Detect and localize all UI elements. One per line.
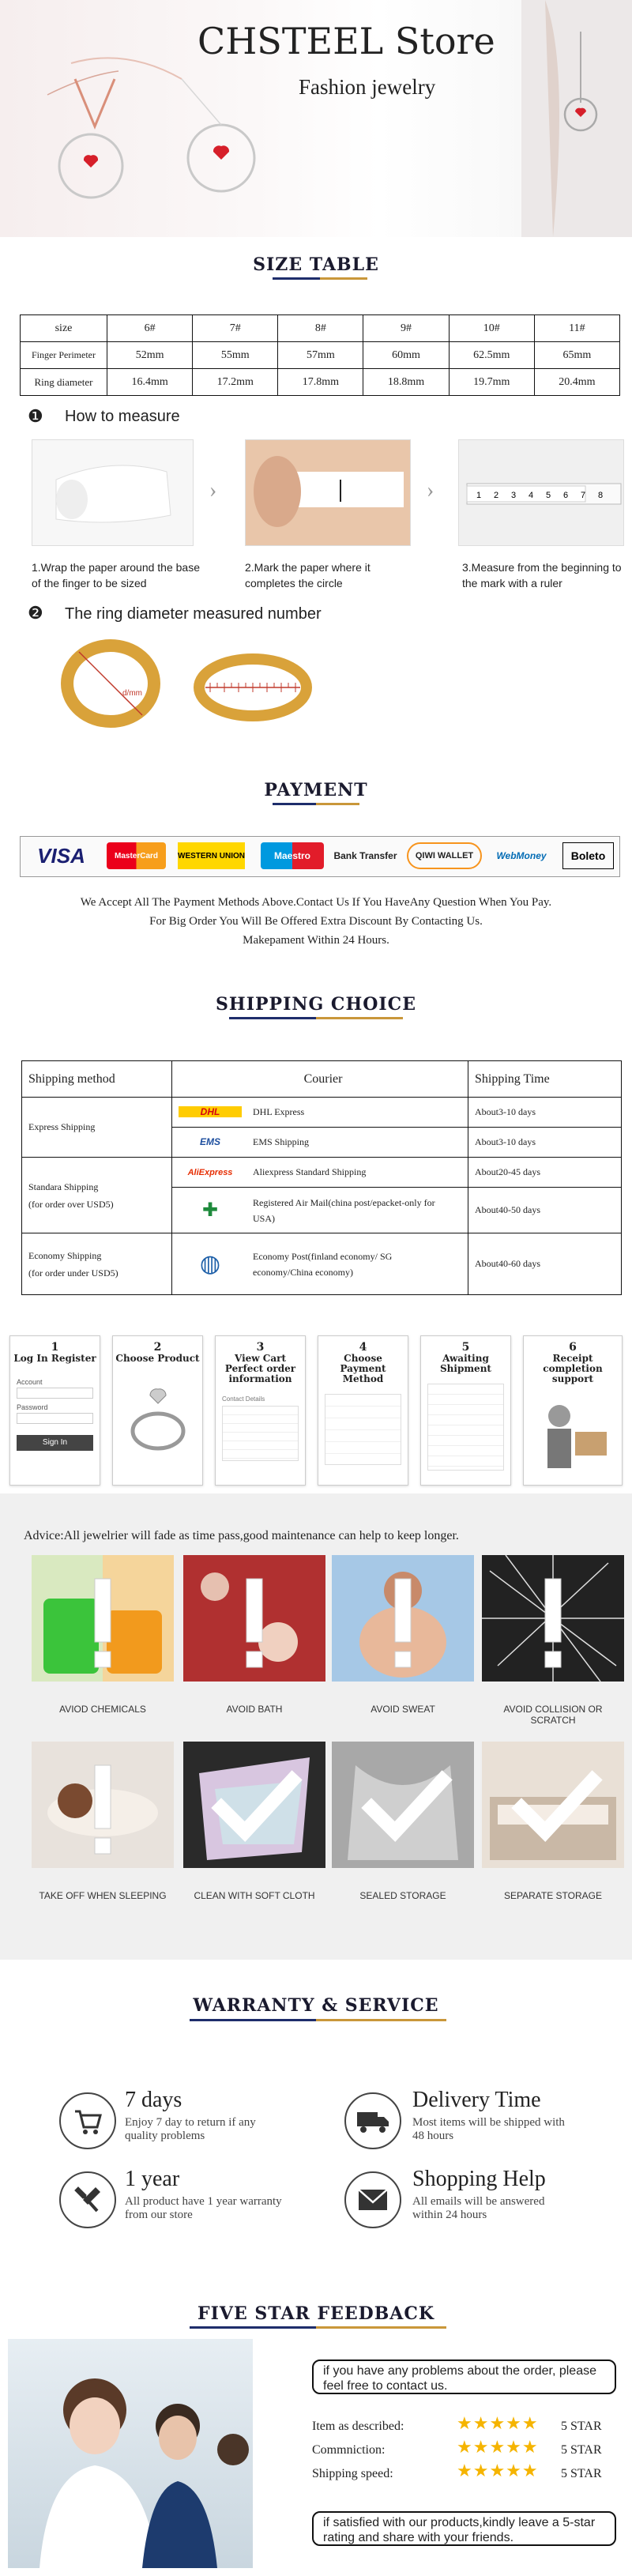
table-row: Economy Shipping (for order under USD5) ◍ Economy Post(finland economy/ SG economy/China economy) About40-60 days xyxy=(22,1233,622,1295)
ruler-photo xyxy=(458,439,624,546)
ruler-number: 1 xyxy=(476,491,482,500)
feedback-row: Commniction: xyxy=(312,2443,386,2457)
table-row: EMS EMS Shipping About3-10 days xyxy=(22,1128,622,1158)
warranty-desc: All product have 1 year warranty from our store xyxy=(125,2195,282,2221)
sealed-storage-photo xyxy=(332,1742,474,1868)
warranty-desc: All emails will be answered within 24 hours xyxy=(412,2195,545,2221)
care-label: TAKE OFF WHEN SLEEPING xyxy=(39,1890,167,1901)
size-table-title: SIZE TABLE xyxy=(253,254,379,275)
ruler-number: 7 xyxy=(581,491,586,500)
warranty-heading: Shopping Help xyxy=(412,2167,546,2191)
ring-photo-angle xyxy=(47,632,174,735)
warranty-heading: 1 year xyxy=(125,2167,180,2191)
process-step-payment: 4 Choose Payment Method xyxy=(318,1335,408,1486)
star-rating: ★★★★★ xyxy=(457,2437,539,2457)
star-rating: ★★★★★ xyxy=(457,2413,539,2433)
process-step-shipment: 5 Awaiting Shipment xyxy=(420,1335,511,1486)
care-label: AVOID BATH xyxy=(226,1704,283,1715)
ruler-number: 8 xyxy=(598,491,604,500)
truck-icon xyxy=(344,2092,401,2149)
visa-logo: VISA xyxy=(37,843,85,868)
sweat-photo xyxy=(332,1555,474,1682)
step-two-badge: ❷ xyxy=(28,603,43,623)
table-row: ✚ Registered Air Mail(china post/epacket-only for USA) About40-50 days xyxy=(22,1188,622,1233)
title-underline xyxy=(190,2019,316,2021)
payment-note: We Accept All The Payment Methods Above.Contact Us If You HaveAny Question When You Pay. For Big Order You Will Be Offered Extra Discount By Contacting Us. Makepament Within 24 Hours. xyxy=(80,896,552,947)
mark-paper-photo xyxy=(245,439,411,546)
ems-logo: EMS xyxy=(199,1136,220,1147)
shipping-table xyxy=(21,1060,622,1295)
process-step-receipt: 6 Receipt completion support xyxy=(523,1335,623,1486)
qiwi-logo: QIWI WALLET xyxy=(407,842,482,869)
order-form-icon xyxy=(222,1406,299,1461)
aliexpress-logo: AliExpress xyxy=(187,1168,233,1177)
boleto-logo: Boleto xyxy=(562,842,614,869)
ruler-number: 4 xyxy=(529,491,534,500)
mastercard-logo: MasterCard xyxy=(107,842,166,869)
shipment-document-icon xyxy=(427,1384,504,1471)
step-caption: 1.Wrap the paper around the base of the finger to be sized xyxy=(32,561,201,589)
wrap-paper-photo xyxy=(32,439,194,546)
table-row: Finger Perimeter 52mm 55mm 57mm 60mm 62.5mm 65mm xyxy=(21,342,620,369)
title-underline xyxy=(229,1017,316,1019)
warranty-title: WARRANTY & SERVICE xyxy=(193,1995,439,2016)
care-label: AVOID SWEAT xyxy=(371,1704,435,1715)
how-to-measure-heading: How to measure xyxy=(65,408,180,425)
ruler-number: 3 xyxy=(511,491,517,500)
support-agents-photo xyxy=(8,2339,253,2568)
password-field xyxy=(17,1413,93,1424)
step-one-badge: ❶ xyxy=(28,406,43,426)
bath-photo xyxy=(183,1555,325,1682)
maestro-logo: Maestro xyxy=(261,842,324,869)
feedback-row: Item as described: xyxy=(312,2420,404,2433)
payment-form-icon xyxy=(325,1394,401,1465)
title-underline xyxy=(316,803,359,805)
envelope-icon xyxy=(344,2171,401,2228)
process-step-product: 2 Choose Product xyxy=(112,1335,203,1486)
tools-icon xyxy=(59,2171,116,2228)
care-label: CLEAN WITH SOFT CLOTH xyxy=(194,1890,315,1901)
dhl-logo: DHL xyxy=(179,1106,242,1117)
ring-diameter-heading: The ring diameter measured number xyxy=(65,605,322,623)
warranty-heading: 7 days xyxy=(125,2088,182,2112)
scratch-photo xyxy=(482,1555,624,1682)
care-label: SEPARATE STORAGE xyxy=(503,1890,603,1901)
title-underline xyxy=(316,2326,446,2329)
care-advice: Advice:All jewelrier will fade as time pass,good maintenance can help to keep longer. xyxy=(24,1529,459,1542)
ring-photo-flat xyxy=(190,648,316,727)
table-row: Ring diameter 16.4mm 17.2mm 17.8mm 18.8mm 19.7mm 20.4mm xyxy=(21,369,620,396)
ruler-number: 2 xyxy=(494,491,499,500)
process-step-login: 1 Log In Register Account Password Sign In xyxy=(9,1335,100,1486)
diameter-label: d/mm xyxy=(122,689,142,698)
size-table xyxy=(20,314,620,396)
title-underline xyxy=(273,277,320,280)
cloth-photo xyxy=(183,1742,325,1868)
title-underline xyxy=(320,277,367,280)
account-field xyxy=(17,1388,93,1399)
shipping-title: SHIPPING CHOICE xyxy=(216,994,416,1015)
bank-transfer-logo: Bank Transfer xyxy=(333,850,397,861)
rating-request-box: if satisfied with our products,kindly leave a 5-star rating and share with your friends. xyxy=(312,2511,616,2546)
step-caption: 2.Mark the paper where it completes the circle xyxy=(245,561,371,589)
title-underline xyxy=(273,803,316,805)
title-underline xyxy=(190,2326,316,2329)
warranty-heading: Delivery Time xyxy=(412,2088,541,2112)
china-post-icon: ✚ xyxy=(201,1200,219,1221)
ring-icon xyxy=(113,1364,204,1467)
separate-storage-photo xyxy=(482,1742,624,1868)
feedback-row: Shipping speed: xyxy=(312,2467,393,2480)
contact-note-box: if you have any problems about the order, please feel free to contact us. xyxy=(312,2359,616,2394)
care-label: AVIOD CHEMICALS xyxy=(59,1704,146,1715)
feedback-title: FIVE STAR FEEDBACK xyxy=(197,2303,434,2324)
title-underline xyxy=(316,1017,403,1019)
cart-icon xyxy=(59,2092,116,2149)
title-underline xyxy=(316,2019,446,2021)
table-row: Standara Shipping (for order over USD5) AliExpress Aliexpress Standard Shipping About20-45 days xyxy=(22,1158,622,1188)
ruler-number: 6 xyxy=(563,491,569,500)
table-row: Express Shipping DHL DHL Express About3-10 days xyxy=(22,1098,622,1128)
ruler-number: 5 xyxy=(546,491,551,500)
sign-in-button: Sign In xyxy=(17,1435,93,1451)
care-label: AVOID COLLISION OR SCRATCH xyxy=(503,1704,603,1726)
sleeping-photo xyxy=(32,1742,174,1868)
step-caption: 3.Measure from the beginning to the mark with a ruler xyxy=(462,561,622,589)
table-row: size 6# 7# 8# 9# 10# 11# xyxy=(21,315,620,342)
care-label: SEALED STORAGE xyxy=(359,1890,446,1901)
warranty-desc: Most items will be shipped with 48 hours xyxy=(412,2116,565,2142)
webmoney-logo: WebMoney xyxy=(496,850,547,861)
western-union-logo: WESTERN UNION xyxy=(178,842,245,869)
arrow-right-icon: › xyxy=(209,478,217,503)
store-name: CHSTEEL Store xyxy=(198,20,495,62)
warranty-desc: Enjoy 7 day to return if any quality problems xyxy=(125,2116,256,2142)
payment-title: PAYMENT xyxy=(264,780,368,800)
chemicals-photo xyxy=(32,1555,174,1682)
table-row: Shipping method Courier Shipping Time xyxy=(22,1061,622,1098)
delivery-person-icon xyxy=(524,1384,623,1487)
star-rating: ★★★★★ xyxy=(457,2461,539,2480)
process-step-cart: 3 View Cart Perfect order information Contact Details xyxy=(215,1335,306,1486)
header-banner xyxy=(0,0,632,237)
upu-globe-icon: ◍ xyxy=(199,1251,221,1277)
store-tagline: Fashion jewelry xyxy=(299,75,436,99)
arrow-right-icon: › xyxy=(427,478,434,503)
